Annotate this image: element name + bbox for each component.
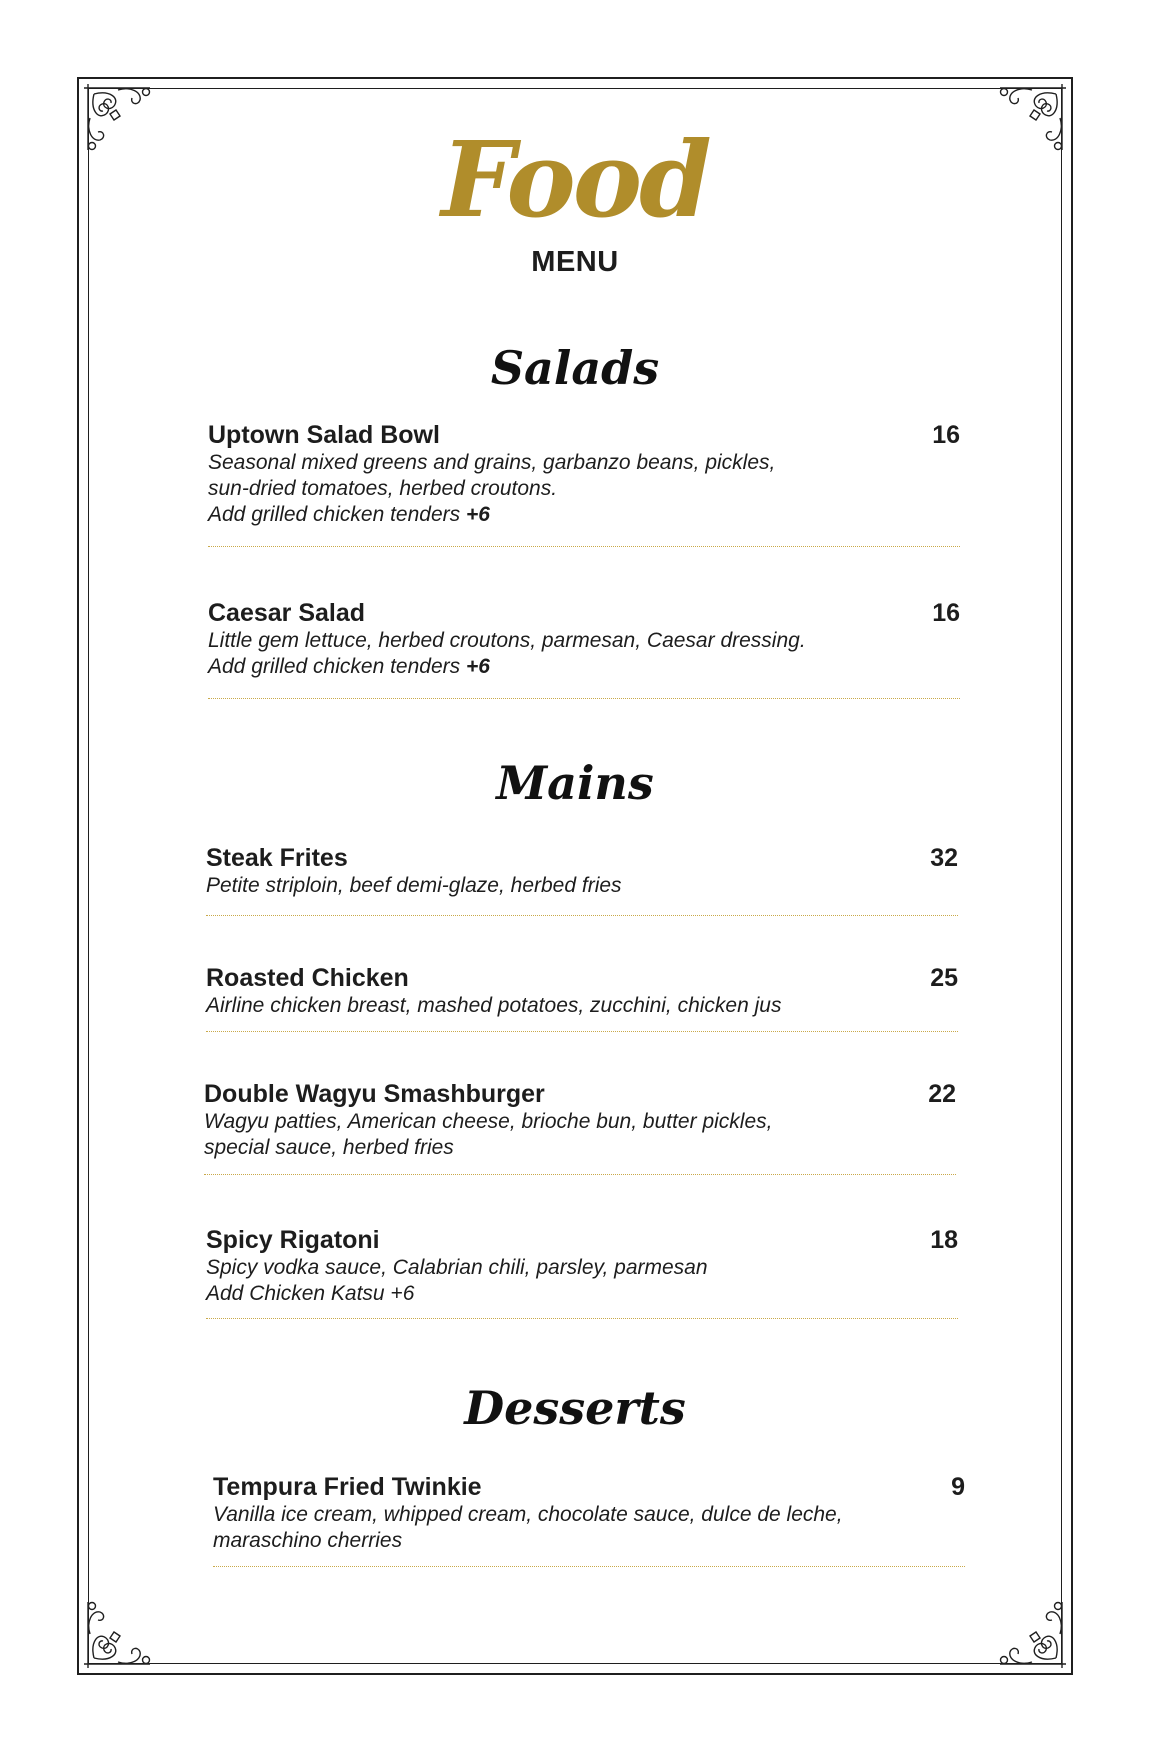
item-description: Add Chicken Katsu +6 — [206, 1282, 415, 1305]
item-name: Uptown Salad Bowl — [208, 421, 440, 449]
menu-item — [213, 1472, 965, 1554]
menu-item — [208, 420, 960, 528]
item-name: Caesar Salad — [208, 599, 366, 627]
addon-text: Add grilled chicken tenders — [208, 655, 466, 678]
item-name: Spicy Rigatoni — [206, 1226, 380, 1254]
addon-price: +6 — [465, 503, 490, 526]
item-name: Steak Frites — [206, 844, 348, 872]
item-description: Seasonal mixed greens and grains, garbanzo beans, pickles, — [208, 451, 776, 474]
item-description: Spicy vodka sauce, Calabrian chili, parsley, parmesan — [206, 1256, 708, 1279]
menu-logo-script: Food — [441, 118, 709, 241]
item-price: 16 — [932, 599, 960, 627]
addon-text: Add grilled chicken tenders — [208, 503, 466, 526]
menu-item — [206, 1225, 958, 1307]
menu-item — [206, 843, 958, 899]
item-price: 18 — [930, 1226, 958, 1254]
item-price: 25 — [930, 964, 958, 992]
item-description: Little gem lettuce, herbed croutons, parmesan, Caesar dressing. — [208, 629, 806, 652]
item-name: Double Wagyu Smashburger — [204, 1080, 545, 1108]
item-description: maraschino cherries — [213, 1529, 403, 1552]
item-price: 16 — [932, 421, 960, 449]
item-divider — [208, 698, 960, 699]
section-title-desserts: Desserts — [464, 1381, 686, 1435]
item-divider — [213, 1566, 965, 1567]
menu-item — [204, 1079, 956, 1161]
item-divider — [206, 1318, 958, 1319]
menu-subtitle: MENU — [531, 246, 619, 278]
item-divider — [206, 915, 958, 916]
item-description: Wagyu patties, American cheese, brioche bun, butter pickles, — [204, 1110, 773, 1133]
addon-price: +6 — [465, 655, 490, 678]
item-addon — [208, 654, 960, 680]
item-addon — [208, 502, 960, 528]
item-description: special sauce, herbed fries — [204, 1136, 454, 1159]
item-divider — [206, 1031, 958, 1032]
item-price: 22 — [928, 1080, 956, 1108]
item-divider — [208, 546, 960, 547]
item-name: Roasted Chicken — [206, 964, 409, 992]
item-description: sun-dried tomatoes, herbed croutons. — [208, 477, 558, 500]
item-name: Tempura Fried Twinkie — [213, 1473, 482, 1501]
item-price: 9 — [951, 1473, 965, 1501]
section-title-salads: Salads — [490, 341, 660, 395]
item-description: Airline chicken breast, mashed potatoes, zucchini, chicken jus — [206, 994, 782, 1017]
corner-flourish-icon — [984, 1586, 1070, 1672]
item-price: 32 — [930, 844, 958, 872]
menu-item — [208, 598, 960, 680]
item-divider — [204, 1174, 956, 1175]
menu-item — [206, 963, 958, 1019]
item-description: Petite striploin, beef demi-glaze, herbed fries — [206, 874, 622, 897]
corner-flourish-icon — [80, 1586, 166, 1672]
section-title-mains: Mains — [496, 756, 654, 810]
item-description: Vanilla ice cream, whipped cream, chocolate sauce, dulce de leche, — [213, 1503, 843, 1526]
